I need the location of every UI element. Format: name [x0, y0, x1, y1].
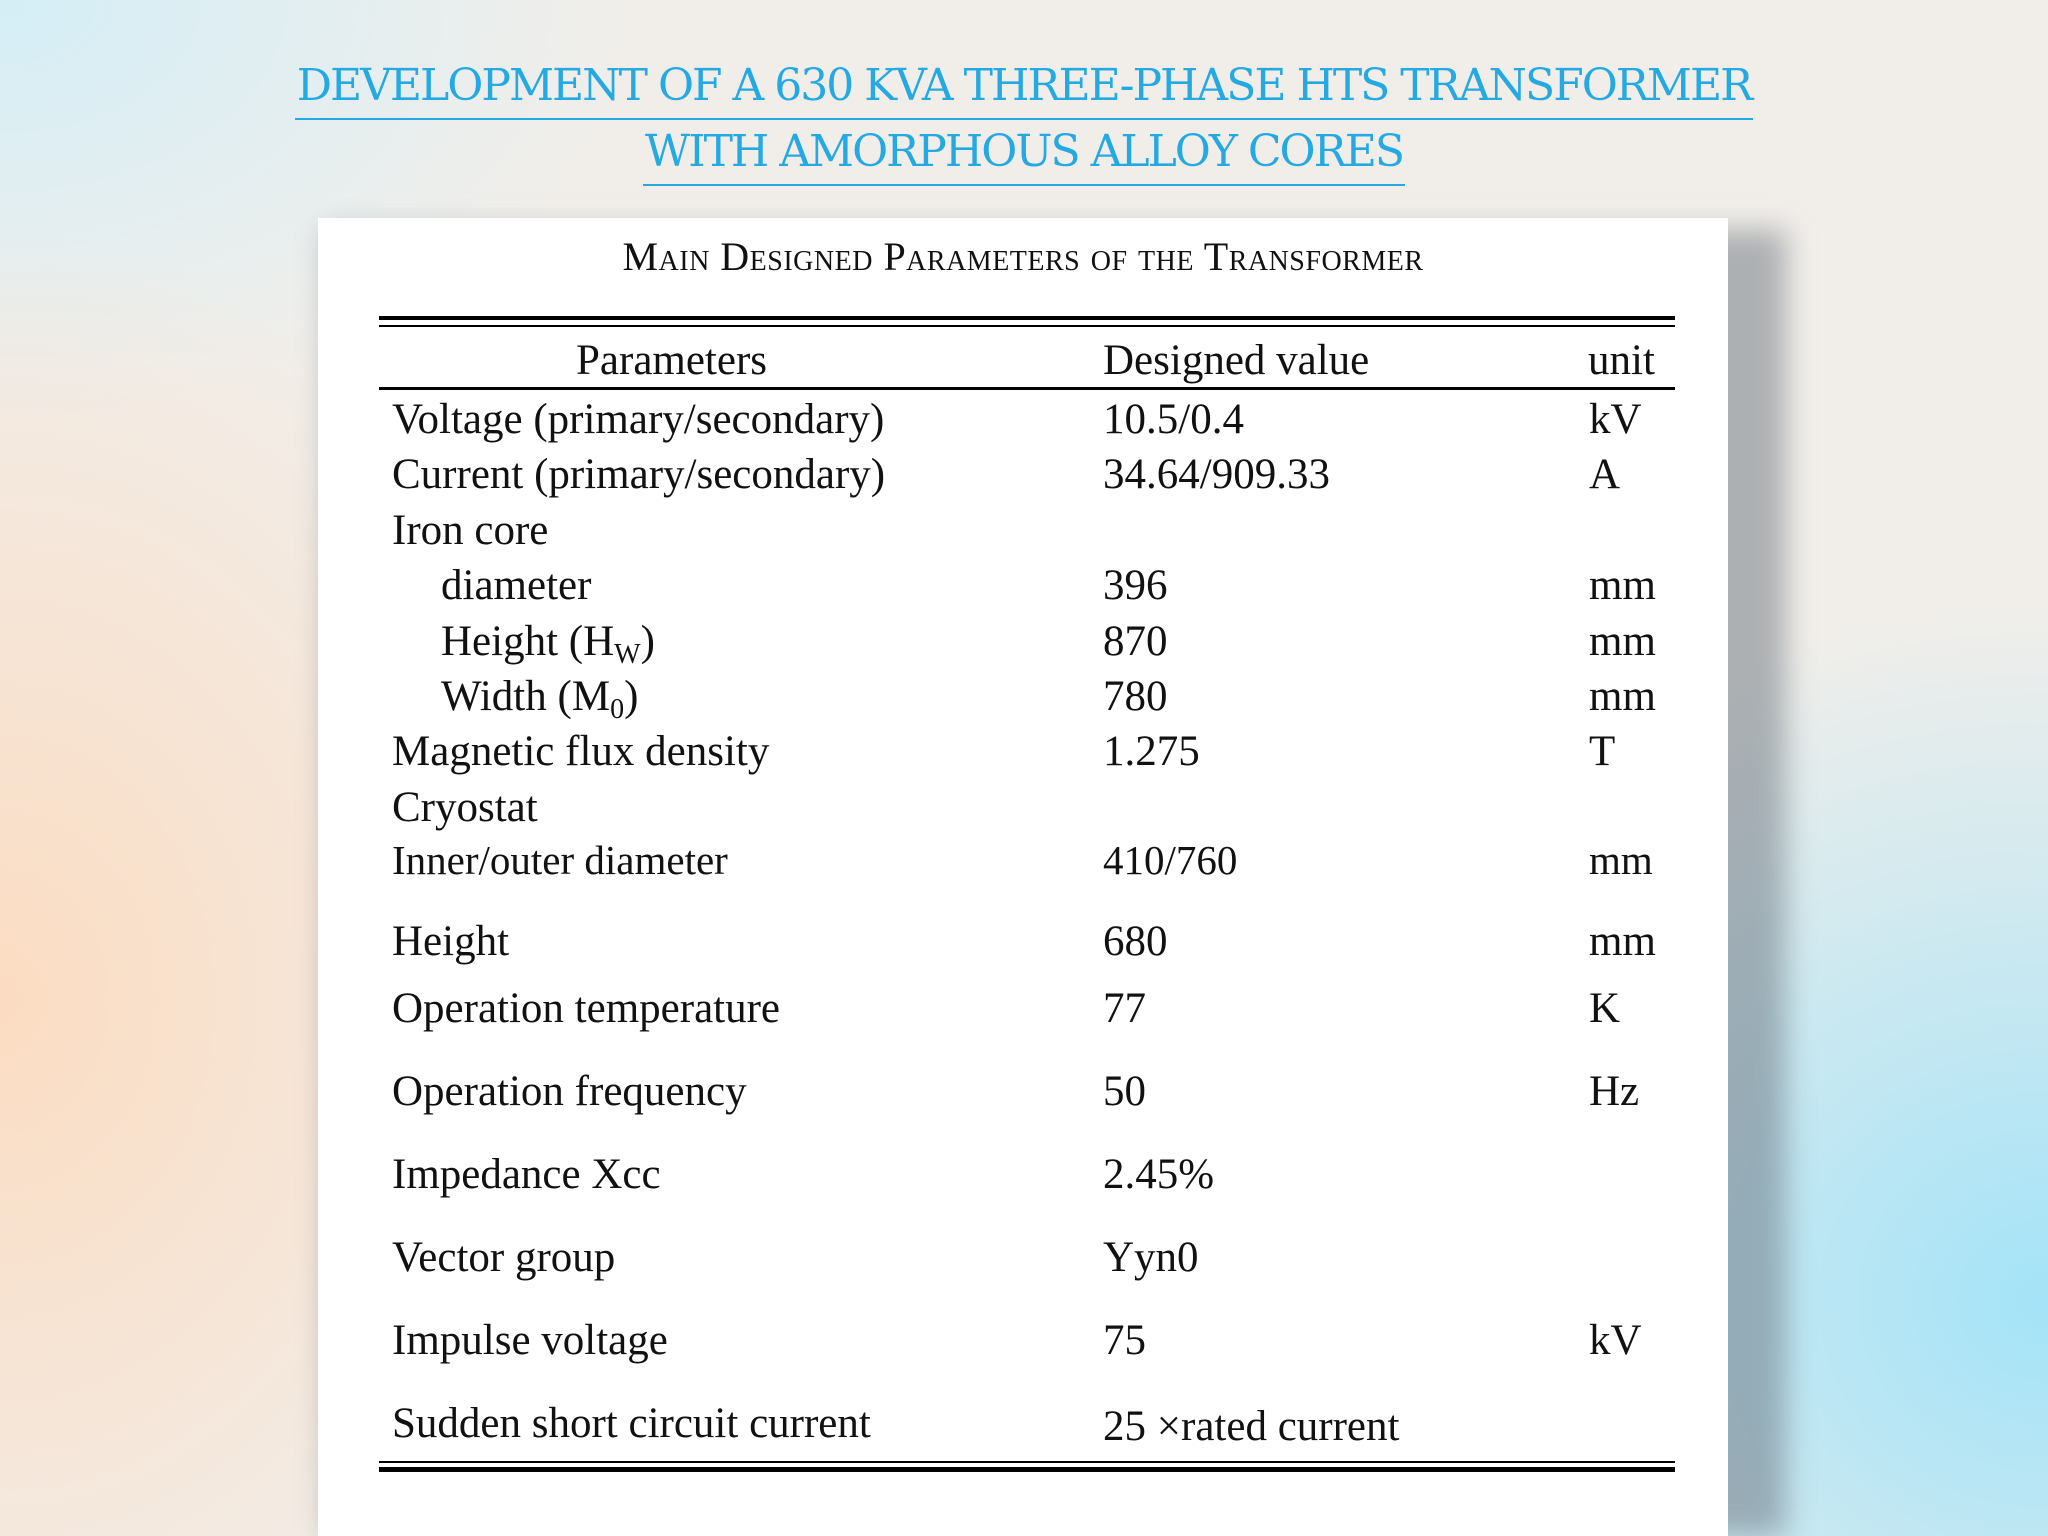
table-page	[318, 218, 1728, 1536]
row-parameter-suffix: )	[640, 618, 655, 665]
header-designed-value: Designed value	[1103, 337, 1370, 384]
row-parameter: Current (primary/secondary)	[392, 451, 886, 498]
row-unit: mm	[1589, 837, 1653, 883]
table-bottom-rule-thin	[379, 1461, 1675, 1463]
row-parameter: Inner/outer diameter	[392, 837, 728, 883]
row-parameter: Cryostat	[392, 784, 538, 831]
row-parameter-suffix: )	[624, 673, 639, 720]
slide-title-line-2: WITH AMORPHOUS ALLOY CORES	[643, 124, 1405, 186]
row-value: 50	[1103, 1068, 1146, 1115]
row-parameter: Impedance Xcc	[392, 1151, 661, 1198]
table-header-row	[318, 333, 1728, 389]
row-unit: mm	[1589, 562, 1656, 609]
row-value: 1.275	[1103, 728, 1200, 775]
row-value: 870	[1103, 618, 1168, 665]
row-parameter: Magnetic flux density	[392, 728, 770, 775]
row-unit: A	[1589, 451, 1621, 498]
table-header-rule	[379, 387, 1675, 390]
table-row-group	[318, 503, 1728, 559]
row-value: 780	[1103, 673, 1168, 720]
header-unit: unit	[1588, 337, 1655, 384]
row-value: Yyn0	[1103, 1234, 1199, 1281]
row-parameter: Operation frequency	[392, 1068, 747, 1115]
row-parameter: Voltage (primary/secondary)	[392, 396, 885, 443]
table-row	[318, 392, 1728, 448]
row-value: 2.45%	[1103, 1151, 1215, 1198]
table-row	[318, 914, 1728, 970]
table-top-rule-thin	[379, 325, 1675, 327]
row-unit: K	[1589, 985, 1621, 1032]
row-unit: kV	[1589, 396, 1642, 443]
row-unit: T	[1589, 728, 1616, 775]
row-value: 75	[1103, 1317, 1146, 1364]
row-value: 410/760	[1103, 837, 1238, 883]
row-unit: mm	[1589, 918, 1656, 965]
row-value: 25 ×rated current	[1103, 1403, 1400, 1450]
table-row	[318, 669, 1728, 725]
row-unit: mm	[1589, 618, 1656, 665]
row-value: 680	[1103, 918, 1168, 965]
row-parameter: Impulse voltage	[392, 1317, 668, 1364]
table-row	[318, 832, 1728, 888]
table-row	[318, 614, 1728, 670]
row-parameter-text: Height (H	[441, 618, 615, 665]
table-caption: Main Designed Parameters of the Transformer	[622, 234, 1424, 279]
row-parameter: Height	[392, 918, 510, 965]
slide-title	[0, 58, 2048, 190]
table-row-group	[318, 780, 1728, 836]
table-row	[318, 447, 1728, 503]
table-row	[318, 724, 1728, 780]
row-parameter	[441, 614, 655, 670]
table-bottom-rule-thick	[379, 1467, 1675, 1472]
table-row	[318, 1064, 1728, 1120]
row-parameter-subscript: W	[614, 639, 641, 670]
row-value: 396	[1103, 562, 1168, 609]
table-row	[318, 558, 1728, 614]
table-row	[318, 1230, 1728, 1286]
row-value: 10.5/0.4	[1103, 396, 1244, 443]
row-unit: kV	[1589, 1317, 1642, 1364]
row-parameter: Operation temperature	[392, 985, 781, 1032]
table-row	[318, 1396, 1728, 1452]
row-parameter: Vector group	[392, 1234, 616, 1281]
table-top-rule-thick	[379, 316, 1675, 320]
row-parameter-subscript: 0	[610, 694, 625, 725]
row-parameter: Sudden short circuit current	[392, 1400, 871, 1447]
row-parameter: Iron core	[392, 507, 549, 554]
header-parameters: Parameters	[576, 337, 768, 384]
row-value: 34.64/909.33	[1103, 451, 1330, 498]
table-row	[318, 1147, 1728, 1203]
row-parameter	[441, 669, 638, 725]
row-unit: mm	[1589, 673, 1656, 720]
row-unit: Hz	[1589, 1068, 1640, 1115]
slide-title-line-1: DEVELOPMENT OF A 630 KVA THREE-PHASE HTS TRANSFORMER	[295, 58, 1753, 120]
row-parameter-text: Width (M	[441, 673, 611, 720]
table-row	[318, 1313, 1728, 1369]
row-parameter: diameter	[441, 562, 592, 609]
row-value: 77	[1103, 985, 1146, 1032]
table-row	[318, 981, 1728, 1037]
